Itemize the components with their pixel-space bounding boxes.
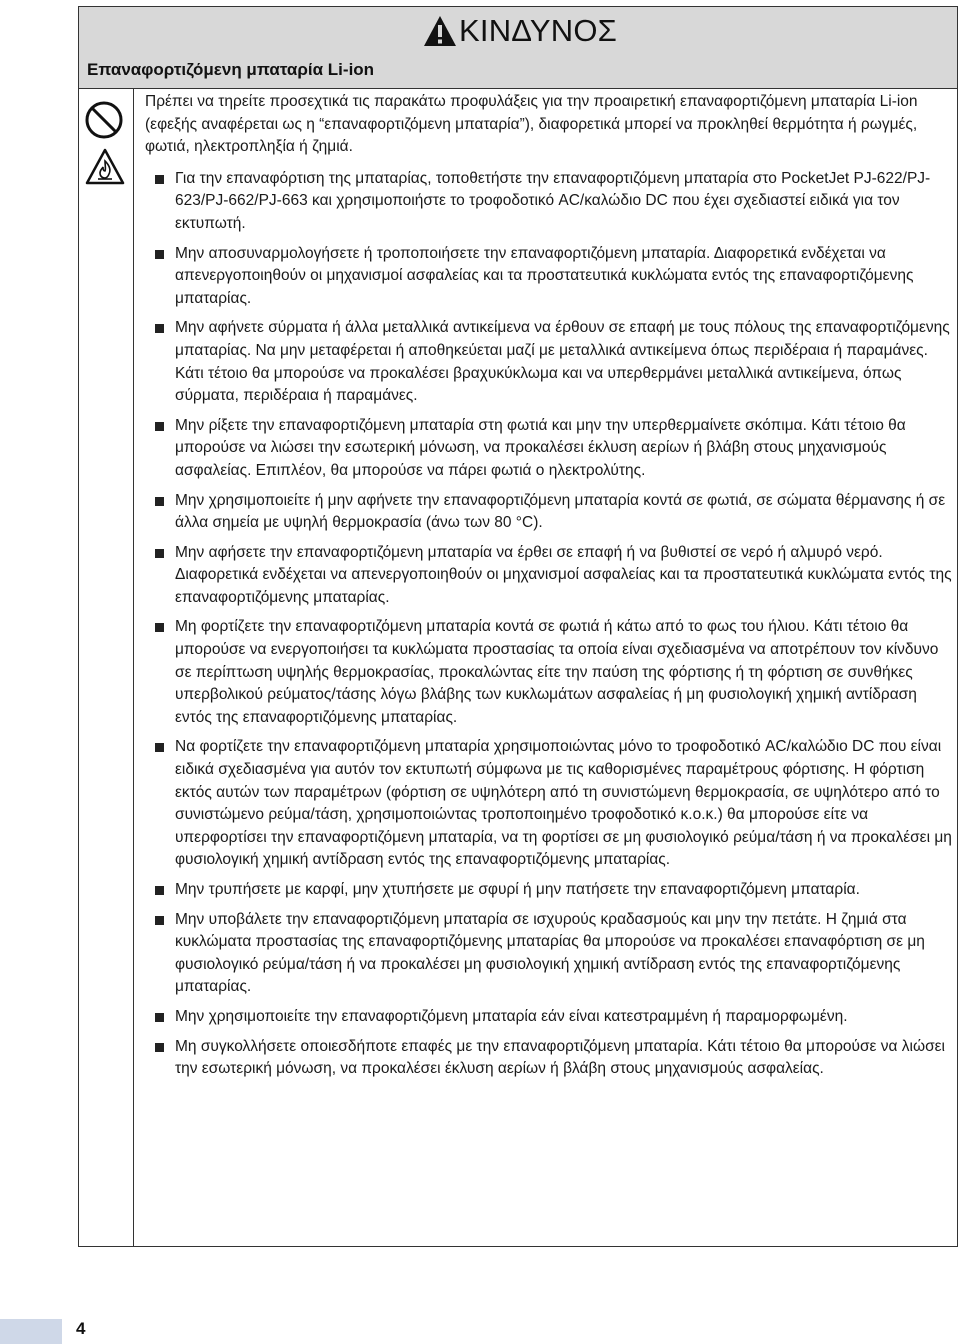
list-item-text: Μην χρησιμοποιείτε την επαναφορτιζόμενη μπαταρία εάν είναι κατεστραμμένη ή παραμορφωμένη. (175, 1007, 848, 1025)
list-item-text: Μη συγκολλήσετε οποιεσδήποτε επαφές με την επαναφορτιζόμενη μπαταρία. Κάτι τέτοιο θα μπορούσε να λιώσει την εσωτερική μόνωση, να προκαλέσει έκλυση αερίων ή βλάβη στους μηχανισμούς ασφαλείας. (175, 1037, 946, 1078)
list-item (145, 879, 955, 902)
list-item-text: Μην αποσυναρμολογήσετε ή τροποποιήσετε την επαναφορτιζόμενη μπαταρία. Διαφορετικά ενδέχεται να απενεργοποιηθούν οι μηχανισμοί ασφαλείας και τα προστατευτικά κυκλώματα εντός της επαναφορτιζόμενης μπαταρίας. (175, 244, 914, 307)
list-item (145, 168, 955, 236)
hazard-icon-column (79, 88, 134, 1246)
list-item (145, 616, 955, 729)
notice-header (79, 7, 957, 89)
prohibited-icon (84, 100, 124, 140)
list-item-text: Μη φορτίζετε την επαναφορτιζόμενη μπαταρία κοντά σε φωτιά ή κάτω από το φως του ήλιου. Κάτι τέτοιο θα μπορούσε να ενεργοποιήσει τα κυκλώματα προστασίας τα οποία είναι σχεδιασμένα να αποτρέπουν τον κίνδυνο σε περίπτωση υψηλής θερμοκρασίας, προκαλώντας είτε την παύση της φόρτισης ή τη φόρτιση σε συνθήκες υπερβολικού ρεύματος/τάσης λόγω βλάβης των κυκλωμάτων ασφαλείας ή μη φυσιολογική χημική αντίδραση εντός της επαναφορτιζόμενης μπαταρίας. (175, 618, 939, 726)
danger-notice-box (78, 6, 958, 1247)
bullet-square-icon (155, 497, 164, 506)
list-item (145, 909, 955, 999)
bullet-square-icon (155, 623, 164, 632)
bullet-square-icon (155, 743, 164, 752)
notice-content (145, 91, 955, 1088)
warning-triangle-icon (423, 15, 457, 47)
intro-paragraph: Πρέπει να τηρείτε προσεχτικά τις παρακάτω προφυλάξεις για την προαιρετική επαναφορτιζόμενη μπαταρία Li-ion (εφεξής αναφέρεται ως η “επαναφορτιζόμενη μπαταρία”), διαφορετικά μπορεί να προκληθεί θερμότητα ή ρωγμές, φωτιά, ηλεκτροπληξία ή ζημιά. (145, 93, 918, 156)
list-item (145, 317, 955, 407)
list-item (145, 243, 955, 311)
list-item-text: Μην ρίξετε την επαναφορτιζόμενη μπαταρία στη φωτιά και μην την υπερθερμαίνετε σκόπιμα. Κάτι τέτοιο θα μπορούσε να λιώσει την εσωτερική μόνωση, να προκαλέσει έκλυση αερίων ή βλάβη στους μηχανισμούς ασφαλείας. Επιπλέον, θα μπορούσε να πάρει φωτιά ο ηλεκτρολύτης. (175, 416, 906, 479)
bullet-square-icon (155, 1043, 164, 1052)
notice-subject: Επαναφορτιζόμενη μπαταρία Li-ion (87, 60, 375, 79)
precaution-list (145, 168, 955, 1081)
danger-title: ΚΙΝΔΥΝΟΣ (459, 13, 618, 48)
list-item (145, 490, 955, 535)
bullet-square-icon (155, 250, 164, 259)
page-number: 4 (76, 1319, 86, 1338)
list-item-text: Για την επαναφόρτιση της μπαταρίας, τοποθετήστε την επαναφορτιζόμενη μπαταρία στο PocketJet PJ-622/PJ-623/PJ-662/PJ-663 και χρησιμοποιήστε το τροφοδοτικό AC/καλώδιο DC που έχει σχεδιαστεί ειδικά για τον εκτυπωτή. (175, 169, 931, 232)
list-item (145, 1036, 955, 1081)
bullet-square-icon (155, 549, 164, 558)
bullet-square-icon (155, 324, 164, 333)
list-item-text: Μην τρυπήσετε με καρφί, μην χτυπήσετε με σφυρί ή μην πατήσετε την επαναφορτιζόμενη μπαταρία. (175, 881, 860, 898)
fire-hazard-icon (85, 148, 125, 186)
list-item-text: Μην αφήσετε την επαναφορτιζόμενη μπαταρία να έρθει σε επαφή ή να βυθιστεί σε νερό ή αλμυρό νερό. Διαφορετικά ενδέχεται να απενεργοποιηθούν οι μηχανισμοί ασφαλείας και τα προστατευτικά κυκλώματα εντός της επαναφορτιζόμενης μπαταρίας. (175, 543, 952, 606)
list-item-text: Να φορτίζετε την επαναφορτιζόμενη μπαταρία χρησιμοποιώντας μόνο το τροφοδοτικό AC/καλώδιο DC που είναι ειδικά σχεδιασμένα για αυτόν τον εκτυπωτή σύμφωνα με τις καθορισμένες παραμέτρους φόρτισης. Η φόρτιση εκτός αυτών των παραμέτρων (φόρτιση σε υψηλότερη από τη συνιστώμενη θερμοκρασία, σε υψηλότερο από το συνιστώμενο ρεύμα/τάση, χρησιμοποιώντας τροποποιημένο τροφοδοτικό κ.ο.κ.) θα μπορούσε είτε να υπερφορτίσει την επαναφορτιζόμενη μπαταρία, να τη φορτίσει σε μη φυσιολογικό ρεύμα/τάση ή να προκαλέσει μη φυσιολογική χημική αντίδραση εντός της επαναφορτιζόμενης μπαταρίας. (175, 738, 952, 869)
bullet-square-icon (155, 422, 164, 431)
bullet-square-icon (155, 916, 164, 925)
list-item (145, 1006, 955, 1029)
list-item-text: Μην υποβάλετε την επαναφορτιζόμενη μπαταρία σε ισχυρούς κραδασμούς και μην την πετάτε. Η ζημιά στα κυκλώματα προστασίας της επαναφορτιζόμενης μπαταρίας θα μπορούσε να προκαλέσει επαναφόρτιση σε μη φυσιολογικό ρεύμα/τάση ή να προκαλέσει μη φυσιολογική χημική αντίδραση εντός της επαναφορτιζόμενης μπαταρίας. (175, 910, 925, 996)
page-footer-bar (0, 1319, 62, 1344)
bullet-square-icon (155, 886, 164, 895)
list-item (145, 736, 955, 872)
list-item (145, 415, 955, 483)
bullet-square-icon (155, 1013, 164, 1022)
list-item-text: Μην αφήνετε σύρματα ή άλλα μεταλλικά αντικείμενα να έρθουν σε επαφή με τους πόλους της επαναφορτιζόμενης μπαταρίας. Να μην μεταφέρεται ή αποθηκεύεται μαζί με μεταλλικά αντικείμενα όπως περιδέραια ή παραμάνες. Κάτι τέτοιο θα μπορούσε να προκαλέσει βραχυκύκλωμα και να υπερθερμάνει μεταλλικά αντικείμενα, όπως σύρματα, περιδέραια ή παραμάνες. (175, 319, 950, 405)
list-item (145, 542, 955, 610)
list-item-text: Μην χρησιμοποιείτε ή μην αφήνετε την επαναφορτιζόμενη μπαταρία κοντά σε φωτιά, σε σώματα θέρμανσης ή σε άλλα σημεία με υψηλή θερμοκρασία (άνω των 80 °C). (175, 491, 946, 532)
danger-heading (423, 11, 617, 51)
bullet-square-icon (155, 175, 164, 184)
